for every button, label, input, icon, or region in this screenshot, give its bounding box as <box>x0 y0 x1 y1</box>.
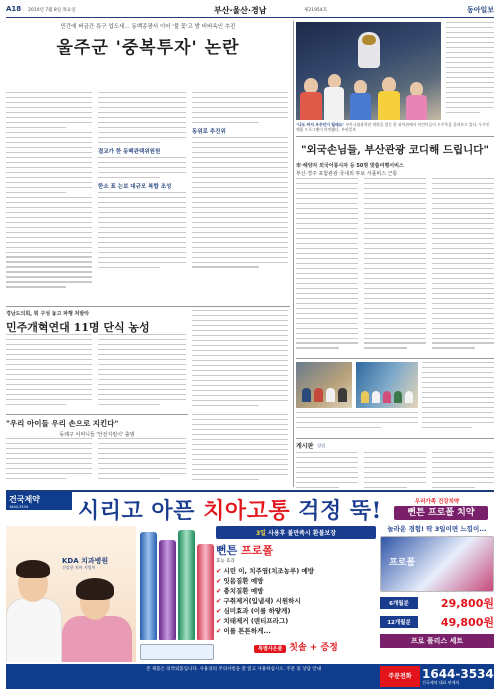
third-body-col-2 <box>98 438 186 486</box>
tour-guides-photo <box>296 362 352 408</box>
ad-package-label: 프로 폴리스 세트 <box>380 634 494 648</box>
check-icon: ✔ <box>216 587 222 595</box>
ad-banner-days: 3일 <box>256 530 269 537</box>
photo-caption <box>296 122 492 132</box>
ad-benefit-item: ✔ 잇몸질환 예방 <box>216 577 264 585</box>
ad-price-question: 놀라운 경험! 딱 3일이면 느낌이... <box>387 525 487 533</box>
feature-subkicker: 부산·경주 포함관광 국내외 투보 서플비스 근통 <box>296 171 398 177</box>
product-box-image <box>380 536 494 592</box>
lead-body-col-2 <box>98 92 186 304</box>
lead-body-col-1 <box>6 92 92 304</box>
ad-promo-panel <box>216 526 376 653</box>
lead-body-col-3 <box>192 92 288 304</box>
lead-subhead-1: 결교가 한 동백관택위원원 <box>98 148 161 155</box>
order-phone-number[interactable]: 1644-3534 <box>422 667 494 681</box>
ad-company-small: 건국제약 대표 판매처 <box>422 680 460 685</box>
ad-benefit-item: ✔ 치태제거 (덴티프라그) <box>216 617 289 625</box>
divider-feature-bottom <box>296 358 494 359</box>
page-number: A18 <box>6 5 22 13</box>
divider-third <box>6 414 188 415</box>
third-headline: "우리 아이들 우리 손으로 지킨다" <box>6 419 119 428</box>
section-divider-left <box>6 306 290 307</box>
check-icon: ✔ <box>216 627 222 635</box>
ad-brand: 건국제약 <box>9 495 40 504</box>
ad-headline-highlight: 치아고통 <box>203 498 291 524</box>
ad-footer <box>6 664 494 689</box>
ad-benefit-item: ✔ 심미효과 (이를 하얗게) <box>216 607 291 615</box>
check-icon: ✔ <box>216 617 222 625</box>
ad-promo-product-prefix: 뻔튼 <box>216 544 242 557</box>
ad-benefit-item: ✔ 시린 이, 치주염(치조농루) 예방 <box>216 567 315 575</box>
ad-benefit-item: ✔ 이를 튼튼하게... <box>216 627 271 635</box>
notice-title: 게시판 <box>296 443 314 450</box>
ad-tagline: 우리가족 건강치약 <box>414 499 460 505</box>
third-body-col-3 <box>192 414 288 486</box>
divider-under-caption <box>296 136 494 137</box>
second-kicker: 경남도의회, 뭐 구성 놓고 파행 처발라 <box>6 311 90 317</box>
lead-subhead-3: 동위로 추진위 <box>192 128 226 135</box>
feature-body-col-1 <box>296 178 358 356</box>
lead-headline: 울주군 '중복투자' 논란 <box>56 38 240 58</box>
toothpaste-advertisement[interactable] <box>6 490 494 687</box>
tour-photo-caption <box>296 412 418 436</box>
ad-promo-product <box>216 542 376 558</box>
photo-side-text <box>446 22 494 120</box>
third-body-col-1 <box>6 438 92 486</box>
ad-product-name: 뻔튼 프로폴 치약 <box>394 506 488 520</box>
product-box-label: 프로폴 <box>389 558 416 568</box>
space-exhibit-photo <box>296 22 441 120</box>
masthead <box>6 4 494 18</box>
ad-promo-product-main: 프로폴 <box>241 544 273 557</box>
ad-benefit-item: ✔ 충치질환 예방 <box>216 587 264 595</box>
ad-models-photo <box>6 526 136 662</box>
ad-benefit-item: ✔ 구취제거(입냄새) 시원하시 <box>216 597 301 605</box>
feature-body-col-2 <box>364 178 426 356</box>
ad-bonus-title: 특별사은품 <box>254 645 286 653</box>
ad-headline-part-3: 걱정 뚝! <box>290 498 382 524</box>
second-headline: 민주개혁연대 11명 단식 농성 <box>6 321 150 334</box>
price-badge: 6개월분 <box>380 597 418 609</box>
check-icon: ✔ <box>216 607 222 615</box>
ad-hospital: KDA 치과병원 <box>62 557 109 565</box>
ad-refund-banner <box>216 526 376 539</box>
issue-date: 2010년 7월 8일 목요일 <box>28 8 76 13</box>
paper-name: 동아일보 <box>466 5 494 14</box>
check-icon: ✔ <box>216 597 222 605</box>
second-body-col-1 <box>6 334 92 410</box>
price-value: 49,800원 <box>440 616 494 629</box>
column-divider <box>293 21 294 487</box>
ad-hospital-sub: 건강한 치아 지킴이 <box>62 565 96 570</box>
price-badge: 12개월분 <box>380 616 418 628</box>
ad-promo-desc: 효능 효과 <box>216 559 235 564</box>
lead-story <box>6 22 290 58</box>
ad-bonus <box>216 640 376 653</box>
photo-caption-text: 부산국립과학관 개관을 앞둔 한 과학관에서 어린이들이 우주복을 살펴보고 있다. 우주인 체험 프로그램이 마련됐다. <box>296 122 490 132</box>
ad-bonus-text: 칫솔 + 증정 <box>289 643 338 653</box>
feature-kickers <box>296 162 494 177</box>
ad-footer-text: 본 제품은 의약외품입니다. 사용상의 주의사항을 잘 읽고 사용하십시오. 주문 및 상담 안내 <box>146 667 322 672</box>
section-title: 부산·울산·경남 <box>214 6 267 15</box>
third-kicker: 동래구 어머니들 '안전지킴이' 출범 <box>59 432 135 438</box>
third-story <box>6 418 188 438</box>
ad-headline <box>78 494 382 525</box>
ad-headline-part-1: 시리고 아픈 <box>78 498 204 524</box>
price-value: 29,800원 <box>440 597 494 610</box>
newspaper-page <box>6 4 494 687</box>
ad-benefit-list <box>216 566 376 636</box>
feature-body-col-3 <box>432 178 494 356</box>
ad-brand-sub: 1644-3534 <box>9 505 29 509</box>
price-row <box>380 614 494 630</box>
lead-subhead-2: 한소 표 는보 대규모 복합 조성 <box>98 183 172 190</box>
second-body-col-3 <box>192 310 288 410</box>
tour-side-text <box>422 362 494 436</box>
feature-kicker: 市·해양자 외국어봉사자 등 50명 맞춤여행서비스 <box>296 163 404 169</box>
photo-caption-title: "나도 커서 우주인이 될래요" <box>296 122 345 127</box>
feature-headline: "외국손님들, 부산관광 코디해 드립니다" <box>301 144 489 156</box>
tour-group-photo <box>356 362 418 408</box>
price-row <box>380 595 494 611</box>
toothpaste-tubes-image <box>138 526 214 662</box>
edition-number: 제21954호 <box>304 8 328 13</box>
ad-brand-logo <box>6 492 72 510</box>
check-icon: ✔ <box>216 567 222 575</box>
order-phone-button[interactable]: 주문전화 <box>380 666 420 687</box>
notice-board <box>296 441 494 487</box>
check-icon: ✔ <box>216 577 222 585</box>
ad-banner-text: 사용후 불만족시 환불보장 <box>268 530 336 537</box>
second-body-col-2 <box>98 334 186 410</box>
notice-subtitle: 알림 <box>317 442 326 448</box>
divider-notice <box>296 438 494 439</box>
ad-pricing-panel <box>380 524 494 648</box>
photo-credit: 부산일보 <box>341 127 356 132</box>
lead-kicker: 민간에 버금간 특구 업도세… 동백종광서 이어 '불 꽃'고 밤 비바옥인 추진 <box>60 24 236 30</box>
